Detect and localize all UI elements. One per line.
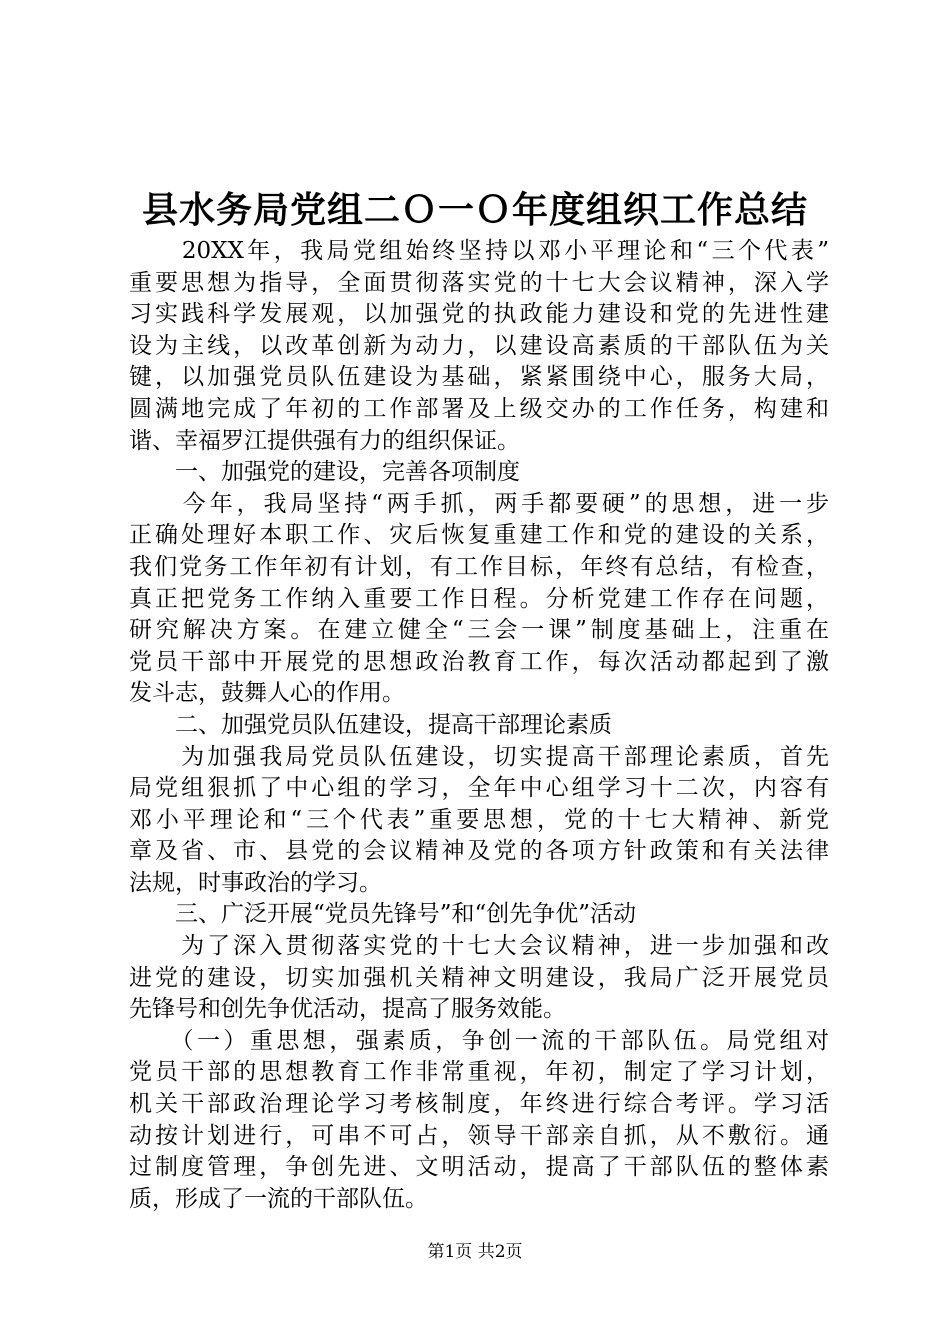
body-line: （一）重思想，强素质，争创一流的干部队伍。局党组对 <box>129 1027 829 1054</box>
body-line: 圆满地完成了年初的工作部署及上级交办的工作任务，构建和 <box>129 395 829 422</box>
body-line: 先锋号和创先争优活动，提高了服务效能。 <box>129 996 566 1023</box>
body-line: 键，以加强党员队伍建设为基础，紧紧围绕中心，服务大局， <box>129 364 829 391</box>
body-line: 一、加强党的建设，完善各项制度 <box>129 459 520 486</box>
body-line: 发斗志，鼓舞人心的作用。 <box>129 680 405 707</box>
body-line: 质，形成了一流的干部队伍。 <box>129 1185 428 1212</box>
body-line: 过制度管理，争创先进、文明活动，提高了干部队伍的整体素 <box>129 1154 829 1181</box>
body-line: 今年，我局坚持“两手抓，两手都要硬”的思想，进一步 <box>129 490 829 517</box>
body-line: 我们党务工作年初有计划，有工作目标，年终有总结，有检查， <box>129 553 829 580</box>
body-line: 法规，时事政治的学习。 <box>129 869 382 896</box>
body-line: 进党的建设，切实加强机关精神文明建设，我局广泛开展党员 <box>129 964 829 991</box>
body-line: 研究解决方案。在建立健全“三会一课”制度基础上，注重在 <box>129 617 829 644</box>
body-line: 正确处理好本职工作、灾后恢复重建工作和党的建设的关系， <box>129 522 829 549</box>
body-line: 党员干部中开展党的思想政治教育工作，每次活动都起到了激 <box>129 648 829 675</box>
body-line: 为了深入贯彻落实党的十七大会议精神，进一步加强和改 <box>129 933 829 960</box>
body-line: 章及省、市、县党的会议精神及党的各项方针政策和有关法律 <box>129 838 829 865</box>
body-line: 习实践科学发展观，以加强党的执政能力建设和党的先进性建 <box>129 301 829 328</box>
document-body <box>129 236 829 1215</box>
body-line: 局党组狠抓了中心组的学习，全年中心组学习十二次，内容有 <box>129 775 829 802</box>
document-title: 县水务局党组二Ｏ一Ｏ年度组织工作总结 <box>141 189 808 231</box>
body-line: 机关干部政治理论学习考核制度，年终进行综合考评。学习活 <box>129 1091 829 1118</box>
body-line: 邓小平理论和“三个代表”重要思想，党的十七大精神、新党 <box>129 806 829 833</box>
body-line: 二、加强党员队伍建设，提高干部理论素质 <box>129 711 612 738</box>
body-line: 谐、幸福罗江提供强有力的组织保证。 <box>129 427 520 454</box>
body-line: 重要思想为指导，全面贯彻落实党的十七大会议精神，深入学 <box>129 269 829 296</box>
body-line: 三、广泛开展“党员先锋号”和“创先争优”活动 <box>129 901 637 928</box>
body-line: 真正把党务工作纳入重要工作日程。分析党建工作存在问题， <box>129 585 829 612</box>
body-line: 为加强我局党员队伍建设，切实提高干部理论素质，首先 <box>129 743 829 770</box>
body-line: 党员干部的思想教育工作非常重视，年初，制定了学习计划， <box>129 1059 829 1086</box>
body-line: 20XX年，我局党组始终坚持以邓小平理论和“三个代表” <box>129 238 829 264</box>
body-line: 设为主线，以改革创新为动力，以建设高素质的干部队伍为关 <box>129 332 829 359</box>
body-line: 动按计划进行，可串不可占，领导干部亲自抓，从不敷衍。通 <box>129 1122 829 1149</box>
page-footer: 第1页 共2页 <box>427 1242 523 1262</box>
